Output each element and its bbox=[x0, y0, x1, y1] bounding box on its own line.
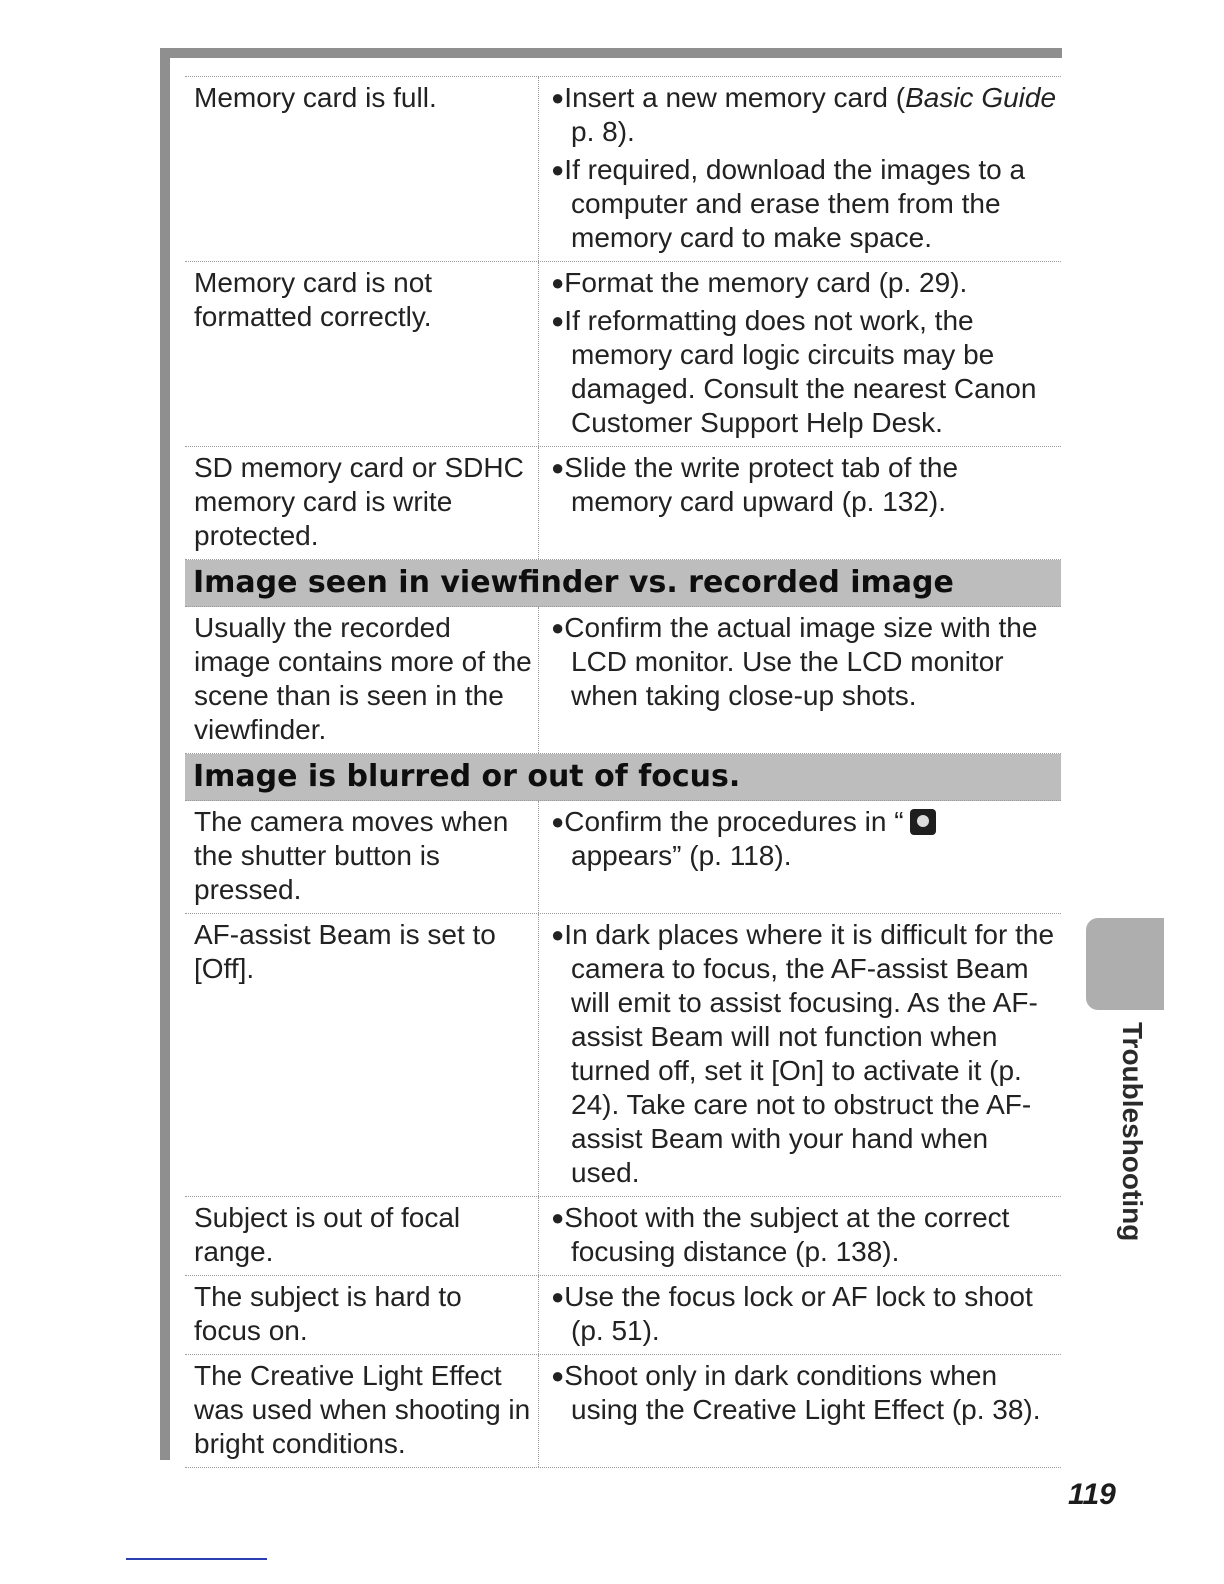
cause-cell: AF-assist Beam is set to [Off]. bbox=[185, 914, 539, 1196]
solution-cell bbox=[539, 1355, 1061, 1467]
table-row bbox=[185, 1276, 1061, 1355]
solution-item: ●Slide the write protect tab of the memory card upward (p. 132). bbox=[551, 452, 959, 517]
bullet-icon: ● bbox=[551, 1205, 565, 1230]
solution-item: ●If required, download the images to a computer and erase them from the memory card to make space. bbox=[551, 154, 1026, 253]
bullet-icon: ● bbox=[551, 1284, 565, 1309]
solution-item: ●Confirm the actual image size with the LCD monitor. Use the LCD monitor when taking close-up shots. bbox=[551, 612, 1038, 711]
bullet-icon: ● bbox=[551, 270, 565, 295]
table-row bbox=[185, 607, 1061, 754]
solution-cell bbox=[539, 1276, 1061, 1354]
cause-cell: The Creative Light Effect was used when shooting in bright conditions. bbox=[185, 1355, 539, 1467]
solution-item: ●If reformatting does not work, the memory card logic circuits may be damaged. Consult the nearest Canon Customer Support Help Desk. bbox=[551, 305, 1037, 438]
solution-item: ●In dark places where it is difficult for the camera to focus, the AF-assist Beam will emit to assist focusing. As the AF-assist Beam will not function when turned off, set it [On] to activate it (p. 24). Take care not to obstruct the AF-assist Beam with your hand when used. bbox=[551, 919, 1055, 1188]
solution-cell bbox=[539, 77, 1061, 261]
top-rule bbox=[160, 48, 1062, 58]
solution-item: ●Shoot only in dark conditions when using the Creative Light Effect (p. 38). bbox=[551, 1360, 1041, 1425]
solution-cell bbox=[539, 607, 1061, 753]
solution-item: ●Confirm the procedures in “ appears” (p. 118). bbox=[551, 805, 1057, 873]
chapter-tab-marker bbox=[1086, 918, 1164, 1010]
solution-cell bbox=[539, 262, 1061, 446]
bullet-icon: ● bbox=[551, 308, 565, 333]
table-row bbox=[185, 447, 1061, 560]
bullet-icon: ● bbox=[551, 922, 565, 947]
page-number: 119 bbox=[1068, 1478, 1116, 1511]
solution-cell bbox=[539, 1197, 1061, 1275]
solution-cell bbox=[539, 914, 1061, 1196]
solution-item: ●Insert a new memory card (Basic Guide p. 8). bbox=[551, 82, 1057, 147]
guide-reference: Basic Guide bbox=[905, 82, 1057, 113]
bullet-icon: ● bbox=[551, 85, 565, 110]
table-row bbox=[185, 1355, 1061, 1468]
bullet-icon: ● bbox=[551, 809, 565, 834]
table-row bbox=[185, 262, 1061, 447]
table-row bbox=[185, 1197, 1061, 1276]
table-row bbox=[185, 76, 1061, 262]
section-heading-blur: Image is blurred or out of focus. bbox=[185, 754, 1061, 801]
troubleshooting-table bbox=[185, 76, 1061, 1468]
bullet-icon: ● bbox=[551, 455, 565, 480]
section-heading-viewfinder: Image seen in viewfinder vs. recorded image bbox=[185, 560, 1061, 607]
solution-cell bbox=[539, 801, 1061, 913]
bullet-icon: ● bbox=[551, 1363, 565, 1388]
table-row bbox=[185, 801, 1061, 914]
solution-cell bbox=[539, 447, 1061, 559]
table-row bbox=[185, 914, 1061, 1197]
left-rule bbox=[160, 48, 170, 1460]
cause-cell: Memory card is not formatted correctly. bbox=[185, 262, 539, 446]
cause-cell: The camera moves when the shutter button is pressed. bbox=[185, 801, 539, 913]
bullet-icon: ● bbox=[551, 157, 565, 182]
solution-item: ●Shoot with the subject at the correct focusing distance (p. 138). bbox=[551, 1202, 1010, 1267]
cause-cell: Usually the recorded image contains more of the scene than is seen in the viewfinder. bbox=[185, 607, 539, 753]
link-underline bbox=[126, 1558, 267, 1560]
cause-cell: SD memory card or SDHC memory card is write protected. bbox=[185, 447, 539, 559]
cause-cell: Subject is out of focal range. bbox=[185, 1197, 539, 1275]
solution-item: ●Use the focus lock or AF lock to shoot (p. 51). bbox=[551, 1281, 1033, 1346]
solution-item: ●Format the memory card (p. 29). bbox=[551, 267, 968, 298]
cause-cell: Memory card is full. bbox=[185, 77, 539, 261]
bullet-icon: ● bbox=[551, 615, 565, 640]
chapter-tab-label: Troubleshooting bbox=[1117, 1022, 1148, 1242]
cause-cell: The subject is hard to focus on. bbox=[185, 1276, 539, 1354]
camera-shake-icon bbox=[910, 809, 936, 835]
